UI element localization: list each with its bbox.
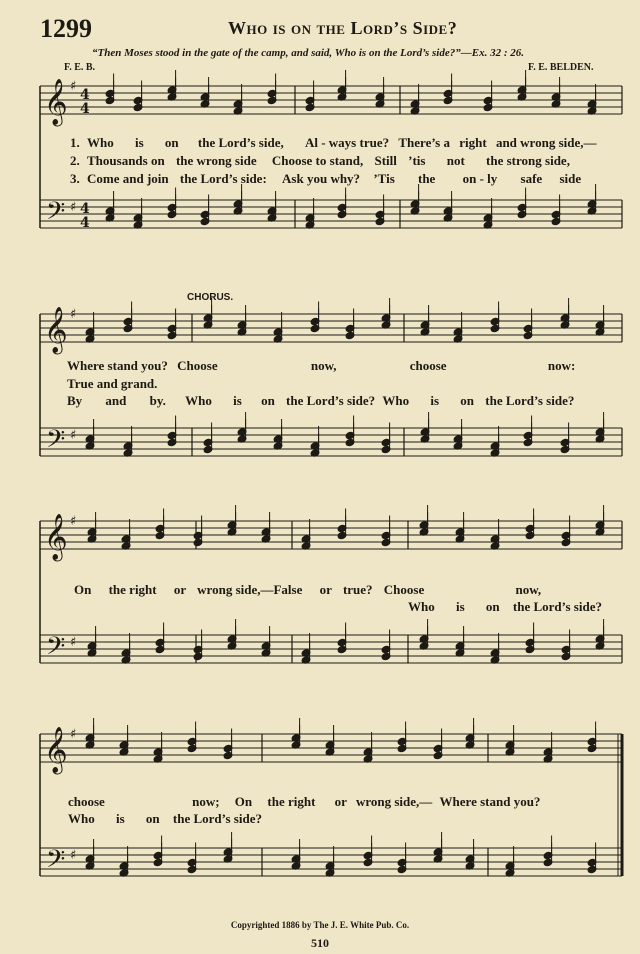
lyric-word: not	[446, 153, 465, 168]
lyric-word: Still	[374, 153, 397, 168]
lyric-word: On	[74, 582, 92, 597]
lyric-word: on	[261, 393, 275, 408]
lyric-word: Ask you why?	[282, 171, 361, 186]
key-signature-sharp: ♯	[70, 848, 77, 863]
key-signature-sharp: ♯	[70, 307, 77, 322]
copyright-notice: Copyrighted 1886 by The J. E. White Pub. Co.	[230, 920, 410, 930]
lyric-word: the strong side,	[486, 153, 570, 168]
verse-3-lyrics	[70, 171, 581, 187]
lyric-word: On	[234, 794, 253, 809]
chorus-line-6	[68, 794, 540, 810]
lyric-word: ’tis	[408, 153, 426, 168]
lyric-word: wrong side,—False	[197, 582, 303, 597]
lyricist-initials: F. E. B.	[64, 62, 96, 73]
key-signature-sharp: ♯	[70, 428, 77, 443]
treble-clef: 𝄞	[44, 307, 68, 353]
scripture-epigraph: “Then Moses stood in the gate of the camp, and said, Who is on the Lord’s side?”—Ex. 32 : 26.	[92, 47, 524, 59]
lyric-word: the wrong side	[175, 153, 257, 168]
lyric-word: the	[418, 171, 436, 186]
lyric-word: the right	[267, 794, 316, 809]
key-signature-sharp: ♯	[70, 514, 77, 529]
lyric-word: now;	[192, 794, 220, 809]
bass-clef: 𝄢	[46, 632, 66, 667]
key-signature-sharp: ♯	[70, 79, 77, 94]
key-signature-sharp: ♯	[70, 727, 77, 742]
lyric-word: and wrong side,—	[495, 135, 597, 150]
time-signature: 4	[80, 87, 90, 103]
chorus-label: CHORUS.	[187, 292, 234, 303]
treble-clef: 𝄞	[44, 514, 68, 560]
time-signature: 4	[80, 215, 90, 231]
lyric-word: choose	[409, 358, 447, 373]
lyric-word: side	[559, 171, 582, 186]
lyric-word: Come and join	[87, 171, 169, 186]
key-signature-sharp: ♯	[70, 635, 77, 650]
verse-1-lyrics	[70, 135, 597, 151]
lyric-word: by.	[149, 393, 166, 408]
time-signature: 4	[80, 201, 90, 217]
lyric-word: on	[485, 599, 500, 614]
lyric-word: ’Tis	[373, 171, 395, 186]
treble-clef: 𝄞	[44, 727, 68, 773]
lyric-word: choose	[68, 794, 105, 809]
lyric-word: is	[134, 135, 144, 150]
lyric-word: the Lord’s side?	[172, 811, 262, 826]
lyric-word: the Lord’s side,	[197, 135, 284, 150]
verse-2-lyrics	[70, 153, 570, 169]
lyric-word: Thousands on	[87, 153, 165, 168]
lyric-word: is	[455, 599, 465, 614]
bass-clef: 𝄢	[46, 197, 66, 232]
lyric-word: 1.	[70, 135, 80, 150]
lyric-word: is	[430, 393, 440, 408]
lyric-word: By	[67, 393, 83, 408]
hymn-number: 1299	[40, 14, 92, 43]
lyric-word: the Lord’s side?	[286, 393, 376, 408]
chorus-line-4	[74, 582, 541, 598]
lyric-word: or	[319, 582, 332, 597]
lyric-word: 3.	[70, 171, 80, 186]
lyric-word: Al - ways true?	[304, 135, 390, 150]
composer-name: F. E. BELDEN.	[528, 62, 594, 73]
lyric-word: Choose	[177, 358, 218, 373]
lyric-word: Choose to stand,	[271, 153, 364, 168]
lyric-word: the Lord’s side?	[485, 393, 575, 408]
lyric-word: now:	[547, 358, 576, 373]
bass-clef: 𝄢	[46, 425, 66, 460]
chorus-line-1	[67, 358, 575, 374]
lyric-word: True and grand.	[67, 376, 158, 391]
lyric-word: true?	[342, 582, 373, 597]
lyric-word: the Lord’s side:	[179, 171, 267, 186]
lyric-word: There’s a	[398, 135, 450, 150]
time-signature: 4	[80, 101, 90, 117]
lyric-word: wrong side,—	[355, 794, 433, 809]
lyric-word: safe	[520, 171, 543, 186]
lyric-word: or	[173, 582, 186, 597]
key-signature-sharp: ♯	[70, 200, 77, 215]
treble-clef: 𝄞	[44, 79, 68, 125]
bass-clef: 𝄢	[46, 845, 66, 880]
lyric-word: and	[105, 393, 127, 408]
page-number: 510	[311, 936, 329, 950]
lyric-word: on	[164, 135, 179, 150]
lyric-word: Who	[185, 393, 212, 408]
lyric-word: on	[145, 811, 160, 826]
chorus-line-3	[67, 393, 574, 409]
lyric-word: Where stand you?	[439, 794, 541, 809]
lyric-word: Who	[408, 599, 435, 614]
lyric-word: the right	[108, 582, 157, 597]
lyric-word: Choose	[383, 582, 425, 597]
lyric-word: or	[334, 794, 347, 809]
lyric-word: Who	[87, 135, 114, 150]
chorus-line-2	[67, 376, 157, 392]
lyric-word: 2.	[70, 153, 80, 168]
lyric-word: right	[459, 135, 487, 150]
lyric-word: Who	[68, 811, 95, 826]
hymn-title: Who is on the Lord’s Side?	[228, 18, 458, 38]
chorus-line-7	[68, 811, 262, 827]
chorus-line-5	[408, 599, 602, 615]
lyric-word: is	[233, 393, 242, 408]
lyric-word: now,	[515, 582, 542, 597]
lyric-word: the Lord’s side?	[512, 599, 602, 614]
lyric-word: now,	[310, 358, 337, 373]
lyric-word: is	[115, 811, 125, 826]
lyric-word: Where stand you?	[67, 358, 168, 373]
lyric-word: Who	[382, 393, 410, 408]
lyric-word: on - ly	[462, 171, 498, 186]
lyric-word: on	[460, 393, 475, 408]
